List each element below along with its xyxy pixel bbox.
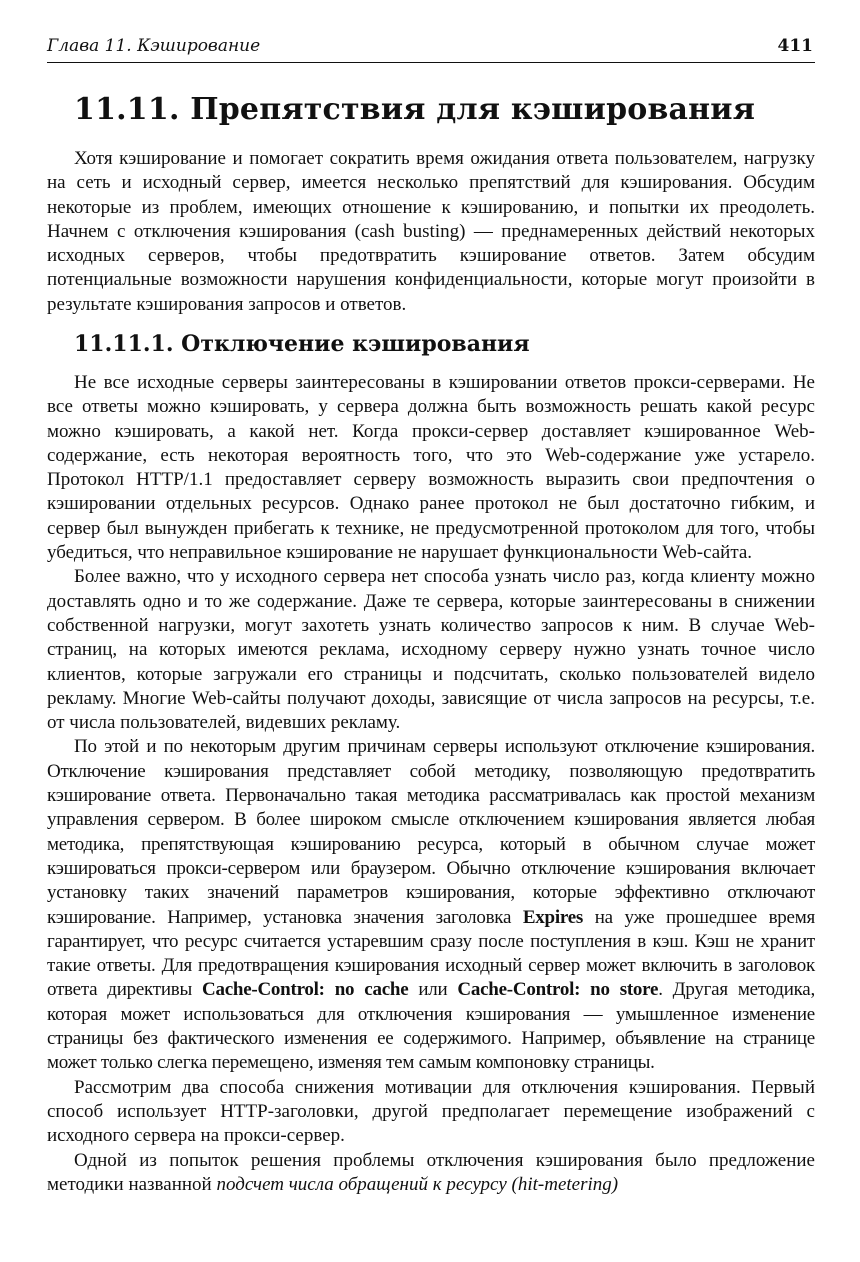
- paragraph-4: Рассмотрим два способа снижения мотивации для отключения кэширования. Первый способ использует HTTP-заголовки, другой предполагает перемещение изображений с исходного сервера на прокси-сервер.: [47, 1076, 815, 1147]
- paragraph-3-text-2: на уже прошедшее время гарантирует, что ресурс считается устаревшим сразу после поступления в кэш. Кэш не хранит такие ответы. Для предотвращения кэширования исходный сервер может включить в заголовок ответа директивы: [47, 906, 815, 1001]
- paragraph-3-text-4: . Другая методика, которая может использоваться для отключения кэширования — умышленное изменение страницы без фактического изменения ее содержимого. Например, объявление на странице может только слегка перемещено, изменяя тем самым компоновку страницы.: [47, 979, 815, 1074]
- intro-paragraph: Хотя кэширование и помогает сократить время ожидания ответа пользователем, нагрузку на сеть и исходный сервер, имеется несколько препятствий для кэширования. Обсудим некоторые из проблем, имеющих отношение к кэшированию, и попытки их преодолеть. Начнем с отключения кэширования (cash busting) — преднамеренных действий некоторых исходных серверов, чтобы предотвратить кэширование ответов. Затем обсудим потенциальные возможности нарушения конфиденциальности, которые могут произойти в результате кэширования запросов и ответов.: [47, 148, 815, 315]
- paragraph-2: Более важно, что у исходного сервера нет способа узнать число раз, когда клиенту можно доставлять одно и то же содержание. Даже те сервера, которые заинтересованы в снижении собственной нагрузки, могут захотеть узнать количество запросов к ним. В случае Web-страниц, на которых имеются реклама, исходному серверу нужно узнать точное число клиентов, которые загружали его страницы и подсчитать, сколько пользователей видело рекламу. Многие Web-сайты получают доходы, зависящие от числа запросов на ресурсы, т.е. от числа пользователей, видевших рекламу.: [47, 566, 815, 734]
- no-store-directive: Cache-Control: no store: [457, 979, 659, 1001]
- expires-header-term: Expires: [522, 906, 584, 928]
- paragraph-1: Не все исходные серверы заинтересованы в кэшировании ответов прокси-серверами. Не все ответы можно кэшировать, у сервера должна быть возможность решать какой ресурс можно кэшировать, а какой нет. Когда прокси-сервер доставляет кэшированное Web-содержание, есть некоторая вероятность того, что это Web-содержание уже устарело. Протокол HTTP/1.1 предоставляет серверу возможность выразить свои предпочтения о кэшировании отдельных ресурсов. Однако ранее протокол не был достаточно гибким, и сервер был вынужден прибегать к технике, не предусмотренной протоколом для того, чтобы убедиться, что неправильное кэширование не нарушает функциональности Web-сайта.: [47, 372, 815, 564]
- paragraph-5-text: Одной из попыток решения проблемы отключения кэширования было предложение методики названной: [47, 1149, 815, 1195]
- subsection-heading: 11.11.1. Отключение кэширования: [74, 331, 530, 357]
- chapter-title: Глава 11. Кэширование: [47, 36, 261, 56]
- body-text: [47, 371, 815, 1197]
- paragraph-3-text-3: или: [408, 979, 458, 1001]
- section-heading: 11.11. Препятствия для кэширования: [74, 92, 756, 127]
- paragraph-5: [47, 1149, 815, 1198]
- page-number: 411: [777, 36, 813, 56]
- paragraph-3-text-1: По этой и по некоторым другим причинам серверы используют отключение кэширования. Отключение кэширования представляет собой методику, позволяющую предотвратить кэширование ответа. Первоначально такая методика рассматривалась как простой механизм управления сервером. В более широком смысле отключением кэширования является любая методика, препятствующая кэшированию ресурса, который в обычном случае может кэшироваться прокси-сервером или браузером. Обычно отключение кэширования включает установку таких значений параметров кэширования, которые эффективно отключают кэширование. Например, установка значения заголовка: [47, 736, 815, 928]
- paragraph-3: [47, 735, 815, 1075]
- hit-metering-term: подсчет числа обращений к ресурсу (hit-metering): [216, 1173, 619, 1195]
- no-cache-directive: Cache-Control: no cache: [201, 979, 409, 1001]
- intro-block: [47, 147, 815, 317]
- running-header: [47, 36, 815, 63]
